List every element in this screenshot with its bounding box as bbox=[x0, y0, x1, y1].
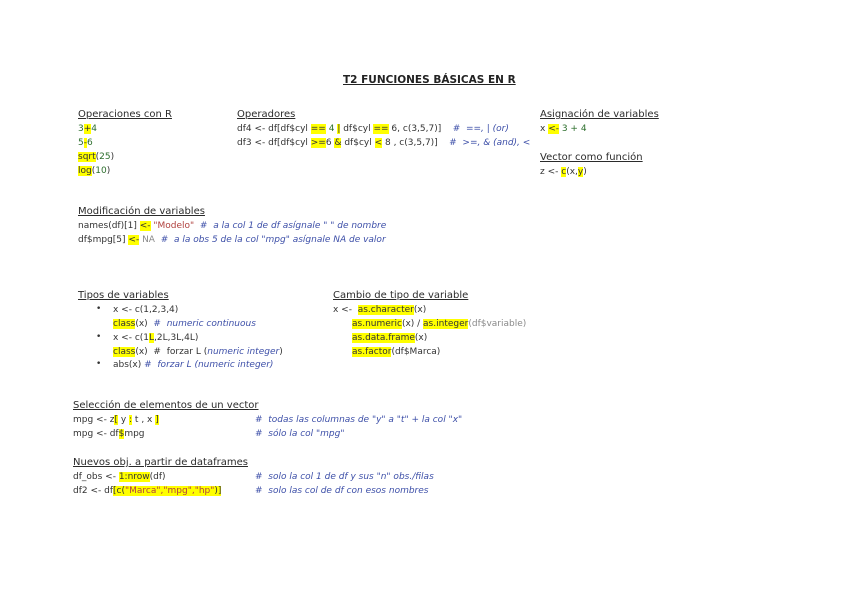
number: 3 + 4 bbox=[558, 124, 587, 134]
code-text: x <- c(1,2,3,4) bbox=[113, 305, 179, 315]
heading-operadores: Operadores bbox=[237, 109, 296, 120]
code-line-vector-numeric bbox=[113, 304, 178, 317]
code-line-class-1 bbox=[113, 318, 256, 331]
number: 3 bbox=[78, 124, 84, 134]
code-line-df2 bbox=[73, 485, 221, 498]
comment: # a la obs 5 de la col "mpg" asígnale NA de valor bbox=[154, 235, 386, 245]
code-line-vector bbox=[540, 166, 587, 179]
code-text: x bbox=[540, 124, 549, 134]
code-text: (x, bbox=[566, 167, 578, 177]
heading-asignacion: Asignación de variables bbox=[540, 109, 659, 120]
code-text: (x) bbox=[135, 319, 148, 329]
function-name: class bbox=[113, 319, 136, 329]
code-text: t , x bbox=[132, 415, 156, 425]
function-name: sqrt bbox=[78, 152, 96, 162]
code-line-mpg-na bbox=[78, 234, 386, 247]
code-text: mpg <- z bbox=[73, 415, 115, 425]
page-title: T2 FUNCIONES BÁSICAS EN R bbox=[343, 74, 516, 86]
code-line-select-range bbox=[73, 414, 159, 427]
function-name: as.data.frame bbox=[352, 333, 415, 343]
code-line-sqrt bbox=[78, 151, 114, 164]
code-line-class-2 bbox=[113, 346, 283, 359]
function-name: as.numeric bbox=[352, 319, 402, 329]
assign-operator: <- bbox=[139, 221, 151, 231]
code-line-subtract bbox=[78, 137, 93, 150]
number: 25 bbox=[99, 152, 111, 162]
comment: # ==, | (or) bbox=[441, 124, 509, 134]
comment: numeric integer bbox=[197, 360, 270, 370]
code-line-as-factor bbox=[352, 346, 440, 359]
heading-tipos: Tipos de variables bbox=[78, 290, 169, 301]
code-line-names bbox=[78, 220, 386, 233]
code-text: x <- bbox=[333, 305, 358, 315]
code-text: y bbox=[577, 167, 584, 177]
lt-operator: < bbox=[374, 138, 383, 148]
bullet: • bbox=[96, 332, 102, 342]
heading-seleccion: Selección de elementos de un vector bbox=[73, 400, 259, 411]
code-text: df_obs <- bbox=[73, 472, 119, 482]
assign-operator: <- bbox=[548, 124, 559, 134]
code-line-log bbox=[78, 165, 110, 178]
code-line-df4 bbox=[237, 123, 509, 136]
function-name: log bbox=[78, 166, 92, 176]
comment: # forzar L ( bbox=[141, 360, 198, 370]
comment-select-dollar: # sólo la col "mpg" bbox=[255, 429, 345, 439]
code-text: (df$variable) bbox=[468, 319, 527, 329]
or-operator: | bbox=[337, 124, 341, 134]
number: 10 bbox=[95, 166, 107, 176]
comment-df2: # solo las col de df con esos nombres bbox=[255, 486, 429, 496]
bracket: [c( bbox=[113, 486, 125, 496]
code-line-df-obs bbox=[73, 471, 166, 484]
string-literal: "Modelo" bbox=[150, 221, 195, 231]
function-name: as.character bbox=[357, 305, 414, 315]
code-text: 6 bbox=[325, 138, 335, 148]
code-line-as-numeric bbox=[352, 318, 526, 331]
number: 4 bbox=[325, 124, 338, 134]
code-line-abs bbox=[113, 359, 273, 372]
plus-operator: + bbox=[83, 124, 92, 134]
code-text: mpg bbox=[124, 429, 145, 439]
na-literal: NA bbox=[139, 235, 155, 245]
bullet: • bbox=[96, 359, 102, 369]
assign-operator: <- bbox=[128, 235, 140, 245]
code-text: df$mpg[5] bbox=[78, 235, 129, 245]
comment: # a la col 1 de df asígnale " " de nombre bbox=[194, 221, 387, 231]
code-line-assign bbox=[540, 123, 587, 136]
heading-vector-funcion: Vector como función bbox=[540, 152, 643, 163]
code-text: df$cyl bbox=[340, 124, 374, 134]
gte-operator: >= bbox=[310, 138, 326, 148]
number: 6 bbox=[86, 138, 93, 148]
code-line-df3 bbox=[237, 137, 530, 150]
paren: ( bbox=[91, 166, 96, 176]
comment: # forzar L ( bbox=[147, 347, 208, 357]
heading-operaciones-con-r: Operaciones con R bbox=[78, 109, 172, 120]
code-text: ) bbox=[583, 167, 587, 177]
comment: ) bbox=[269, 360, 274, 370]
function-name: as.factor bbox=[352, 347, 392, 357]
code-text: ,2L,3L,4L) bbox=[154, 333, 199, 343]
string-literal: "Marca","mpg","hp" bbox=[124, 486, 215, 496]
code-text: (x) bbox=[414, 333, 428, 343]
code-text: (df) bbox=[149, 472, 166, 482]
function-name: c bbox=[561, 167, 567, 177]
number: 5 bbox=[78, 138, 84, 148]
code-text: names(df)[1] bbox=[78, 221, 140, 231]
code-text: df3 <- df[df$cyl bbox=[237, 138, 311, 148]
code-text: y bbox=[117, 415, 130, 425]
bracket: ] bbox=[155, 415, 159, 425]
code-text: (x) bbox=[135, 347, 148, 357]
function-name: class bbox=[113, 347, 136, 357]
code-line-sum bbox=[78, 123, 97, 136]
code-text: mpg <- df bbox=[73, 429, 119, 439]
range-operator: : bbox=[129, 415, 133, 425]
code-text: (x) / bbox=[401, 319, 424, 329]
heading-nuevos: Nuevos obj. a partir de dataframes bbox=[73, 457, 248, 468]
code-line-as-data-frame bbox=[352, 332, 427, 345]
code-text: (x) bbox=[413, 305, 427, 315]
code-text: df4 <- df[df$cyl bbox=[237, 124, 311, 134]
function-name: as.integer bbox=[423, 319, 469, 329]
paren: ) bbox=[106, 166, 111, 176]
dollar-operator: $ bbox=[118, 429, 125, 439]
bracket: )] bbox=[214, 486, 222, 496]
comment: numeric integer bbox=[207, 347, 280, 357]
and-operator: & bbox=[334, 138, 342, 148]
heading-cambio: Cambio de tipo de variable bbox=[333, 290, 469, 301]
comment: # numeric continuous bbox=[147, 319, 256, 329]
code-text: (df$Marca) bbox=[391, 347, 441, 357]
comment-select-range: # todas las columnas de "y" a "t" + la col "x" bbox=[255, 415, 463, 425]
paren: ( bbox=[95, 152, 100, 162]
comment: ) bbox=[279, 347, 283, 357]
bracket: [ bbox=[114, 415, 118, 425]
code-text: 6, c(3,5,7)] bbox=[388, 124, 442, 134]
code-text: x <- c(1 bbox=[113, 333, 150, 343]
minus-operator: - bbox=[83, 138, 87, 148]
comment-df-obs: # solo la col 1 de df y sus "n" obs./filas bbox=[255, 472, 434, 482]
integer-suffix: L bbox=[149, 333, 155, 343]
code-text: 8 , c(3,5,7)] bbox=[382, 138, 438, 148]
code-line-select-dollar bbox=[73, 428, 145, 441]
equals-operator: == bbox=[373, 124, 389, 134]
code-line-vector-integer bbox=[113, 332, 198, 345]
code-text: df$cyl bbox=[341, 138, 375, 148]
heading-modificacion: Modificación de variables bbox=[78, 206, 205, 217]
comment: # >=, & (and), < bbox=[437, 138, 531, 148]
function-name: 1:nrow bbox=[118, 472, 150, 482]
code-text: abs(x) bbox=[113, 360, 142, 370]
paren: ) bbox=[110, 152, 115, 162]
code-text: df2 <- df bbox=[73, 486, 113, 496]
equals-operator: == bbox=[310, 124, 326, 134]
code-line-as-character bbox=[333, 304, 426, 317]
bullet: • bbox=[96, 304, 102, 314]
number: 4 bbox=[91, 124, 98, 134]
code-text: z <- bbox=[540, 167, 562, 177]
